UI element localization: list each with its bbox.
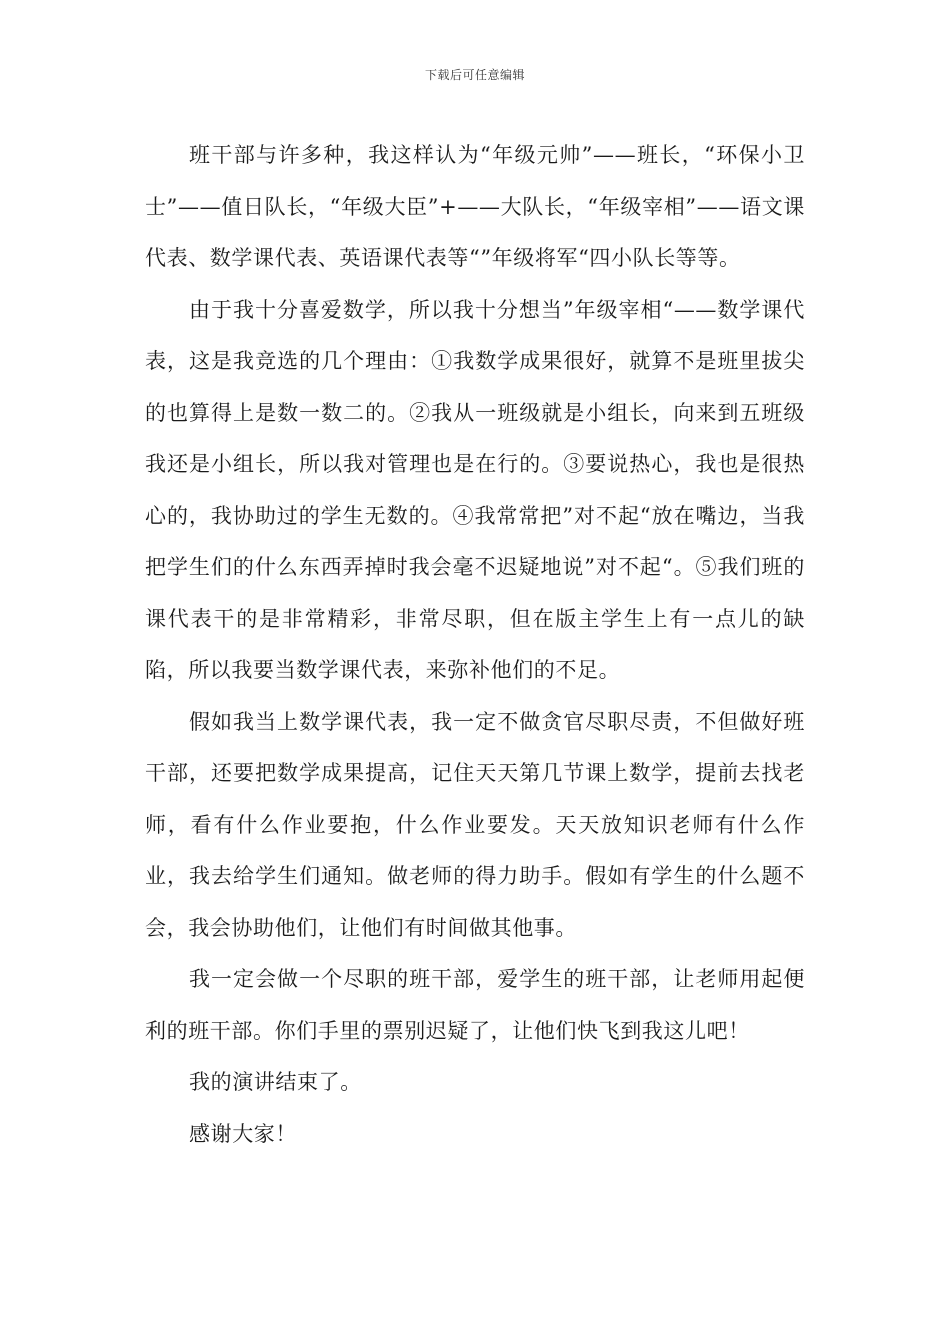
paragraph-reasons: 由于我十分喜爱数学，所以我十分想当”年级宰相“——数学课代表，这是我竞选的几个理由：①我数学成果很好，就算不是班里拔尖的也算得上是数一数二的。②我从一班级就是小组长，向来到五班级我还是小组长，所以我对管理也是在行的。③要说热心，我也是很热心的，我协助过的学生无数的。④我常常把”对不起“放在嘴边，当我把学生们的什么东西弄掉时我会毫不迟疑地说”对不起“。⑤我们班的课代表干的是非常精彩，非常尽职，但在版主学生上有一点儿的缺陷，所以我要当数学课代表，来弥补他们的不足。 <box>145 297 805 682</box>
paragraph-class-cadre-types: 班干部与许多种，我这样认为“年级元帅”——班长，“环保小卫士”——值日队长，“年级大臣”+——大队长，“年级宰相”——语文课代表、数学课代表、英语课代表等“”年级将军“四小队长等等。 <box>145 143 805 270</box>
paragraph-closing: 我的演讲结束了。 <box>189 1070 362 1094</box>
paragraph-promises: 假如我当上数学课代表，我一定不做贪官尽职尽责，不但做好班干部，还要把数学成果提高，记住天天第几节课上数学，提前去找老师，看有什么作业要抱，什么作业要发。天天放知识老师有什么作业，我去给学生们通知。做老师的得力助手。假如有学生的什么题不会，我会协助他们，让他们有时间做其他事。 <box>145 709 805 940</box>
page-header-note: 下载后可任意编辑 <box>424 68 525 82</box>
paragraph-thanks: 感谢大家！ <box>189 1121 297 1146</box>
speech-body <box>145 130 805 1160</box>
paragraph-appeal: 我一定会做一个尽职的班干部，爱学生的班干部，让老师用起便利的班干部。你们手里的票别迟疑了，让他们快飞到我这儿吧！ <box>145 967 805 1043</box>
